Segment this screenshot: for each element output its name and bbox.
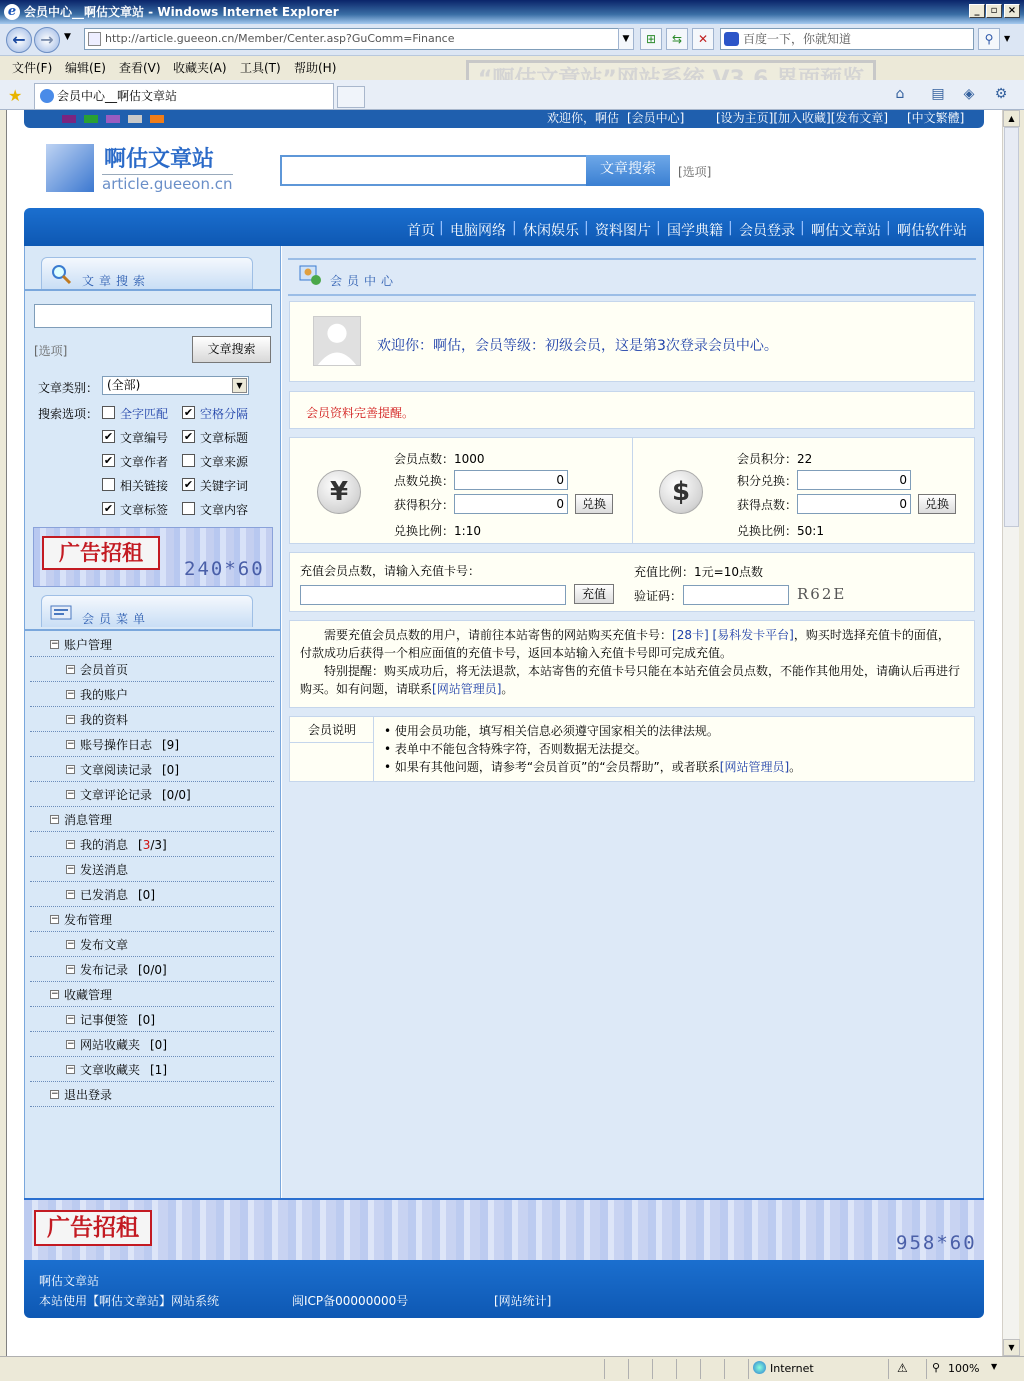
checkbox-4[interactable]: ✔ [183,430,194,443]
left-search-options-link[interactable]: [选项] [34,344,68,358]
address-dropdown-icon[interactable]: ▼ [618,28,634,50]
tree-toggle-icon: − [67,664,75,674]
sidebar-ad-size: 240*60 [184,558,265,580]
window-title: 会员中心__啊估文章站 - Windows Internet Explorer [24,5,339,19]
tree-toggle-icon: − [67,739,75,749]
back-button[interactable]: ← [6,27,32,53]
card-link-28[interactable]: [28卡] [672,628,709,642]
menu-box-header [41,595,253,627]
checkbox-label: 文章作者 [120,455,169,469]
profile-remind-link[interactable]: 会员资料完善提醒。 [306,406,415,420]
minimize-button[interactable]: _ [969,4,985,18]
explain-item-2: • 表单中不能包含特殊字符，否则数据无法提交。 [384,742,647,756]
checkbox-7[interactable] [102,478,115,491]
bottom-ad-size: 958*60 [896,1232,977,1254]
menu-item[interactable] [30,933,274,957]
search-options-label: 搜索选项： [38,407,99,421]
nav-software-site[interactable]: 啊估软件站 [897,223,967,239]
menu-item[interactable] [30,1008,274,1032]
menu-item-count: [0/0] [138,963,167,977]
color-swatch-purple[interactable] [62,115,76,123]
stop-icon[interactable]: ✕ [692,28,714,50]
color-swatch-green[interactable] [84,115,98,123]
tree-toggle-icon: − [67,839,75,849]
restore-button[interactable]: ▫ [986,4,1002,18]
magnifier-icon [50,263,72,285]
yuan-coin-icon: ¥ [317,470,361,514]
address-input[interactable]: http://article.gueeon.cn/Member/Center.asp?GuComm=Finance [84,28,634,50]
checkbox-5[interactable]: ✔ [103,454,114,467]
menu-item-label: 我的消息 [80,838,129,852]
checkbox-2[interactable]: ✔ [183,406,194,419]
welcome-panel [289,301,975,382]
menu-item-label: 发布记录 [80,963,129,977]
feeds-icon[interactable]: ▤ [931,86,945,102]
member-menu-icon [50,601,72,623]
checkbox-label: 文章内容 [200,503,249,517]
menu-item-label: 发送消息 [80,863,129,877]
explain-admin-link[interactable]: [网站管理员] [719,760,790,774]
menu-item-label: 记事便签 [80,1013,129,1027]
menu-item-label: 收藏管理 [64,988,113,1002]
footer-stats-link[interactable]: [网站统计] [494,1294,552,1308]
page-icon [88,32,101,46]
color-swatch-violet[interactable] [106,115,120,123]
header-search-options[interactable]: [选项] [678,165,712,179]
menu-item[interactable] [30,908,274,932]
recharge-panel [289,552,975,612]
menu-file[interactable]: 文件(F) [12,61,53,75]
tree-toggle-icon: − [51,1089,59,1099]
checkbox-label: 空格分隔 [200,407,249,421]
zoom-icon[interactable]: ⚲ [932,1361,941,1374]
recharge-card-input[interactable] [300,585,566,605]
menu-item-count: [0/0] [162,788,191,802]
checkbox-1[interactable] [102,406,115,419]
sidebar-ad-banner[interactable] [33,527,273,587]
score-exchange-button[interactable]: 兑换 [918,494,956,514]
score-total-label: 会员积分：22 [737,452,813,466]
nav-login[interactable]: 会员登录 [739,223,795,239]
menu-help[interactable]: 帮助(H) [294,61,337,75]
header-search-input[interactable] [280,155,588,186]
menu-item-label: 退出登录 [64,1088,113,1102]
logo-mark-icon [46,144,94,192]
left-search-input[interactable] [34,304,272,328]
recharge-notice: 需要充值会员点数的用户，请前往本站寄售的网站购买充值卡号：[28卡] [易科发卡平台]，购买时选择充值卡的面值， 付款成功后获得一个相应面值的充值卡号，返回本站输入充值卡号即可完成充值。 特别提醒：购买成功后，将无法退款，本站寄售的充值卡号只能在本站充值会员点数，不能作其他用处，请确认后再进行 购买。如有问题，请联系[网站管理员]。 [289,620,975,708]
menu-item-count: [0] [138,1013,155,1027]
new-tab-button[interactable] [337,86,365,108]
score-gain-input[interactable]: 0 [797,494,911,514]
member-center-link[interactable]: [会员中心] [627,111,685,125]
scroll-thumb[interactable] [1004,127,1019,527]
forward-button[interactable]: → [34,27,60,53]
recharge-ratio: 充值比例：1元=10点数 [634,565,763,579]
tree-toggle-icon: − [51,989,59,999]
score-ratio: 兑换比例：50:1 [737,524,824,538]
color-swatch-orange[interactable] [150,115,164,123]
menu-item-count: [9] [162,738,179,752]
points-gain-input[interactable]: 0 [454,494,568,514]
points-gain-label: 获得积分： [394,498,455,512]
safety-icon[interactable]: ◈ [963,86,975,102]
menu-item[interactable] [30,983,274,1007]
menu-item-label: 发布管理 [64,913,113,927]
tree-toggle-icon: − [67,714,75,724]
sidebar-ad-text: 广告招租 [42,536,160,570]
menu-view[interactable]: 查看(V) [119,61,161,75]
zone-text: Internet [770,1362,814,1375]
dollar-coin-icon: $ [659,470,703,514]
card-link-yike[interactable]: [易科发卡平台] [712,628,794,642]
captcha-input[interactable] [683,585,789,605]
nav-classics[interactable]: 国学典籍 [667,223,723,239]
checkbox-label: 相关链接 [120,479,169,493]
status-bar [0,1356,1024,1381]
menu-item[interactable] [30,1058,274,1082]
menu-item-label: 会员首页 [80,663,129,677]
notice-line-2: 付款成功后获得一个相应面值的充值卡号，返回本站输入充值卡号即可完成充值。 [300,646,733,660]
checkbox-3[interactable]: ✔ [103,430,114,443]
tree-toggle-icon: − [67,689,75,699]
points-exchange-input[interactable]: 0 [454,470,568,490]
tree-toggle-icon: − [67,789,75,799]
search-options-icon[interactable]: ▼ [1004,34,1011,43]
zoom-level[interactable]: 100% [948,1362,980,1375]
favorites-star-icon[interactable]: ★ [8,86,23,105]
main-title: 会员中心 [330,274,399,288]
protected-mode-icon[interactable]: ⚠ [897,1361,908,1375]
home-icon[interactable]: ⌂ [895,86,905,102]
category-label: 文章类别： [38,381,99,395]
top-links[interactable]: [设为主页][加入收藏][发布文章] [716,111,889,125]
web-search-input[interactable]: 百度一下，你就知道 [720,28,974,50]
bottom-ad-text: 广告招租 [34,1210,152,1246]
menu-item-count: [0] [138,888,155,902]
menu-item-label: 账号操作日志 [80,738,153,752]
address-toolbar [0,24,1024,56]
nav-computer[interactable]: 电脑网络 [450,223,506,239]
menu-item[interactable] [30,858,274,882]
menu-item[interactable] [30,883,274,907]
tree-toggle-icon: − [67,1014,75,1024]
welcome-message: 欢迎你：啊估，会员等级：初级会员，这是第3次登录会员中心。 [377,338,778,354]
menu-item[interactable] [30,1083,274,1107]
tree-toggle-icon: − [67,764,75,774]
main-nav: 首页 | 电脑网络 | 休闲娱乐 | 资料图片 | 国学典籍 | 会员登录 | 啊估文章站 | 啊估软件站 [24,208,984,246]
lang-link[interactable]: [中文繁體] [907,111,965,125]
menu-item-label: 发布文章 [80,938,129,952]
score-gain-label: 获得点数： [737,498,798,512]
history-dropdown-icon[interactable]: ▼ [64,32,71,42]
points-exchange-label: 点数兑换： [394,474,455,488]
nav-pictures[interactable]: 资料图片 [595,223,651,239]
menu-item-label: 我的账户 [80,688,129,702]
menu-item-label: 账户管理 [64,638,113,652]
menu-item-count: [0] [162,763,179,777]
checkbox-label: 文章编号 [120,431,169,445]
nav-home[interactable]: 首页 [407,223,435,239]
captcha-label: 验证码： [634,589,683,603]
color-swatch-gray[interactable] [128,115,142,123]
member-center-icon [298,262,322,286]
menu-item-label: 消息管理 [64,813,113,827]
search-box-title: 文章搜索 [82,274,151,288]
nav-leisure[interactable]: 休闲娱乐 [523,223,579,239]
main-header [288,258,976,296]
baidu-icon [724,32,739,46]
menu-item[interactable] [30,758,274,782]
checkbox-8[interactable]: ✔ [183,478,194,491]
menu-item-label: 文章评论记录 [80,788,153,802]
member-explain-panel [289,716,975,782]
menu-item-label: 文章收藏夹 [80,1063,141,1077]
checkbox-label: 文章标签 [120,503,169,517]
points-ratio: 兑换比例：1:10 [394,524,481,538]
explain-item-1: • 使用会员功能，填写相关信息必须遵守国家相关的法律法规。 [384,724,719,738]
vertical-scrollbar[interactable] [1002,110,1019,1356]
tab-ie-icon [40,89,54,103]
compat-view-icon[interactable]: ⊞ [640,28,662,50]
menu-item[interactable] [30,633,274,657]
captcha-image[interactable]: R62E [797,585,847,603]
menu-box-title: 会员菜单 [82,612,151,626]
checkbox-label: 文章来源 [200,455,249,469]
explain-label: 会员说明 [290,717,374,743]
menu-item[interactable] [30,708,274,732]
menu-edit[interactable]: 编辑(E) [65,61,106,75]
window-titlebar [0,0,1024,24]
points-total-label: 会员点数：1000 [394,452,485,466]
points-panel [289,437,975,544]
tab-active[interactable]: 会员中心__啊估文章站 [34,83,334,109]
checkbox-label: 关键字词 [200,479,249,493]
notice-admin-link[interactable]: [网站管理员] [432,682,502,696]
menu-item-label: 文章阅读记录 [80,763,153,777]
profile-remind-panel [289,391,975,429]
left-search-button[interactable]: 文章搜索 [192,336,271,363]
recharge-prompt: 充值会员点数，请输入充值卡号： [300,564,481,578]
menu-item[interactable] [30,1033,274,1057]
checkbox-9[interactable]: ✔ [103,502,114,515]
menu-favorites[interactable]: 收藏夹(A) [173,61,227,75]
tree-toggle-icon: − [51,639,59,649]
points-exchange-button[interactable]: 兑换 [575,494,613,514]
menu-item-label: 我的资料 [80,713,129,727]
checkbox-10[interactable] [182,502,195,515]
bottom-ad-banner[interactable] [24,1198,984,1260]
menu-item-label: 已发消息 [80,888,129,902]
scroll-up-icon[interactable]: ▲ [1003,110,1020,127]
footer-powered: 本站使用【啊估文章站】网站系统 [39,1294,220,1308]
avatar [313,316,361,366]
tree-toggle-icon: − [51,814,59,824]
menu-item-count: [1] [150,1063,167,1077]
welcome-text: 欢迎你，啊估 [547,111,620,125]
ie-logo-icon: e [4,4,20,20]
explain-item-3: • 如果有其他问题，请参考“会员首页”的“会员帮助”，或者联系[网站管理员]。 [384,760,802,774]
recharge-button[interactable]: 充值 [574,584,614,604]
checkbox-6[interactable] [182,454,195,467]
tree-toggle-icon: − [67,889,75,899]
menu-item[interactable] [30,658,274,682]
menu-item-count: [0] [150,1038,167,1052]
tree-toggle-icon: − [67,864,75,874]
site-footer [24,1260,984,1318]
tree-toggle-icon: − [51,914,59,924]
tree-toggle-icon: − [67,964,75,974]
site-logo[interactable]: 啊估文章站 article.gueeon.cn [46,142,236,194]
menu-item[interactable] [30,833,274,857]
menu-item[interactable] [30,783,274,807]
category-select[interactable]: (全部) ▼ [102,376,249,395]
menu-item-count: [3/3] [138,838,167,852]
notice-line-3: 特别提醒：购买成功后，将无法退款，本站寄售的充值卡号只能在本站充值会员点数，不能作其他用处，请确认后再进行 [324,664,961,678]
refresh-icon[interactable]: ⇆ [666,28,688,50]
menu-item-label: 网站收藏夹 [80,1038,141,1052]
checkbox-label: 文章标题 [200,431,249,445]
menu-item[interactable] [30,808,274,832]
tree-toggle-icon: − [67,1064,75,1074]
globe-icon [753,1361,766,1374]
chevron-down-icon: ▼ [232,378,247,393]
scroll-down-icon[interactable]: ▼ [1003,1339,1020,1356]
search-go-icon[interactable]: ⚲ [978,28,1000,50]
tree-toggle-icon: − [67,1039,75,1049]
header-search-button[interactable]: 文章搜索 [586,155,670,186]
search-box-header [41,257,253,289]
zoom-dropdown-icon[interactable]: ▼ [991,1362,998,1371]
menu-item[interactable] [30,683,274,707]
tools-gear-icon[interactable]: ⚙ [994,86,1008,102]
score-exchange-label: 积分兑换： [737,474,798,488]
nav-article-site[interactable]: 啊估文章站 [811,223,881,239]
score-exchange-input[interactable]: 0 [797,470,911,490]
top-strip [24,110,984,128]
menu-item[interactable] [30,958,274,982]
menu-item[interactable] [30,733,274,757]
footer-site-name: 啊估文章站 [39,1274,100,1288]
close-window-button[interactable]: × [1004,4,1020,18]
checkbox-label: 全字匹配 [120,407,169,421]
footer-icp[interactable]: 闽ICP备00000000号 [292,1294,409,1308]
menu-tools[interactable]: 工具(T) [240,61,281,75]
tree-toggle-icon: − [67,939,75,949]
